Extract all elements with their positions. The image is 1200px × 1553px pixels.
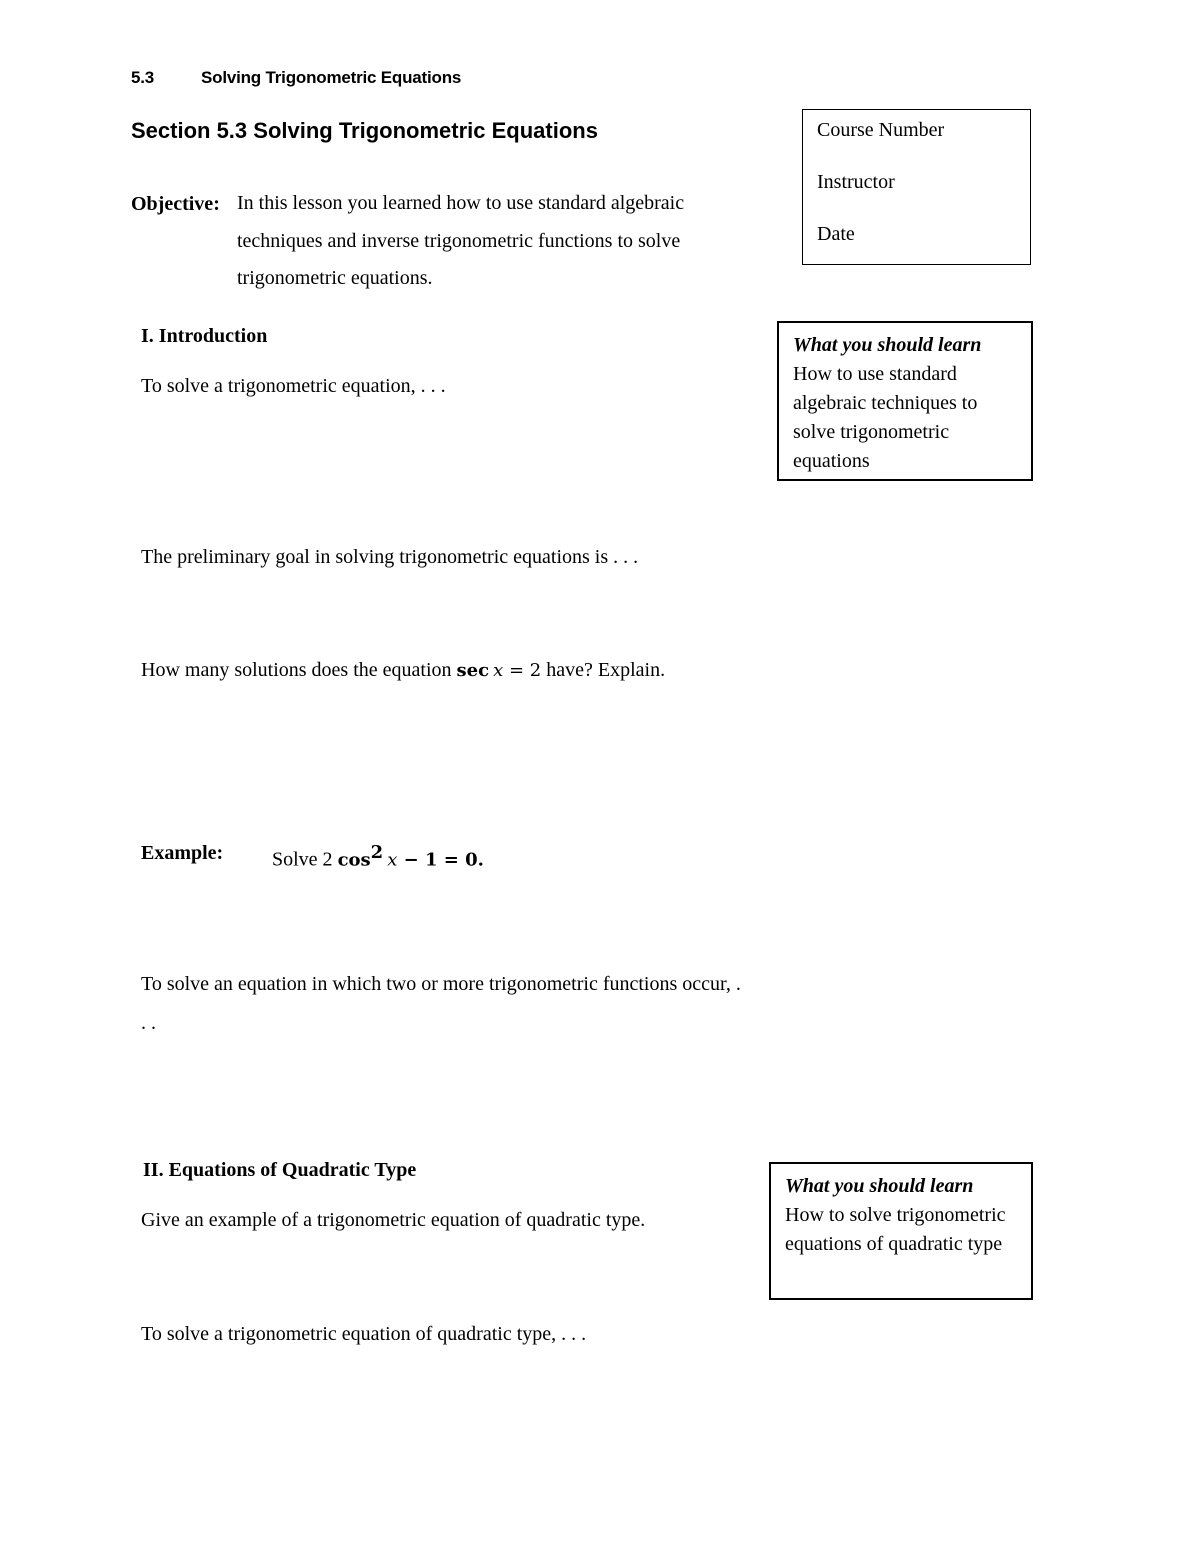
intro-prompt-2: The preliminary goal in solving trigonometric equations is . . . [141, 546, 639, 568]
example-rest: − 1 = 0. [397, 849, 484, 871]
instructor-label: Instructor [817, 171, 895, 193]
learn-box-text: How to use standard algebraic techniques to solve trigonometric equations [793, 363, 978, 472]
learn-box-header: What you should learn [793, 334, 982, 356]
objective-text: In this lesson you learned how to use standard algebraic techniques and inverse trigonometric functions to solve trigonometric equations. [237, 192, 685, 289]
example-equation [272, 842, 484, 872]
section-1-heading: I. Introduction [141, 325, 268, 347]
date-label: Date [817, 223, 855, 245]
multi-function-prompt: To solve an equation in which two or more trigonometric functions occur, . . . [141, 973, 741, 1034]
quadratic-solve-prompt: To solve a trigonometric equation of quadratic type, . . . [141, 1323, 587, 1345]
quadratic-example-prompt: Give an example of a trigonometric equation of quadratic type. [141, 1209, 646, 1231]
example-label: Example: [141, 842, 224, 864]
sec-function: sec [456, 660, 490, 681]
running-head [131, 68, 461, 88]
section-2-heading: II. Equations of Quadratic Type [143, 1159, 417, 1181]
sec-question-before: How many solutions does the equation [141, 659, 457, 681]
objective-label: Objective: [131, 193, 220, 215]
example-variable: x [387, 849, 398, 871]
sec-equals: = 2 [503, 660, 542, 681]
learn-box-1 [777, 321, 1033, 481]
running-head-number: 5.3 [131, 68, 155, 87]
example-solve-text: Solve 2 [272, 848, 338, 871]
sec-question-after: have? Explain. [541, 659, 666, 681]
section-title: Section 5.3 Solving Trigonometric Equations [131, 118, 598, 143]
sec-question [141, 659, 665, 682]
learn-box-text: How to solve trigonometric equations of quadratic type [785, 1204, 1006, 1255]
course-info-box [802, 109, 1031, 265]
cos-exponent: 2 [370, 842, 384, 863]
learn-box-2 [769, 1162, 1033, 1300]
running-head-title: Solving Trigonometric Equations [201, 68, 462, 87]
course-number-label: Course Number [817, 119, 945, 141]
cos-function: cos [337, 849, 371, 871]
learn-box-header: What you should learn [785, 1175, 974, 1197]
sec-variable: x [493, 660, 504, 681]
intro-prompt-1: To solve a trigonometric equation, . . . [141, 375, 446, 397]
